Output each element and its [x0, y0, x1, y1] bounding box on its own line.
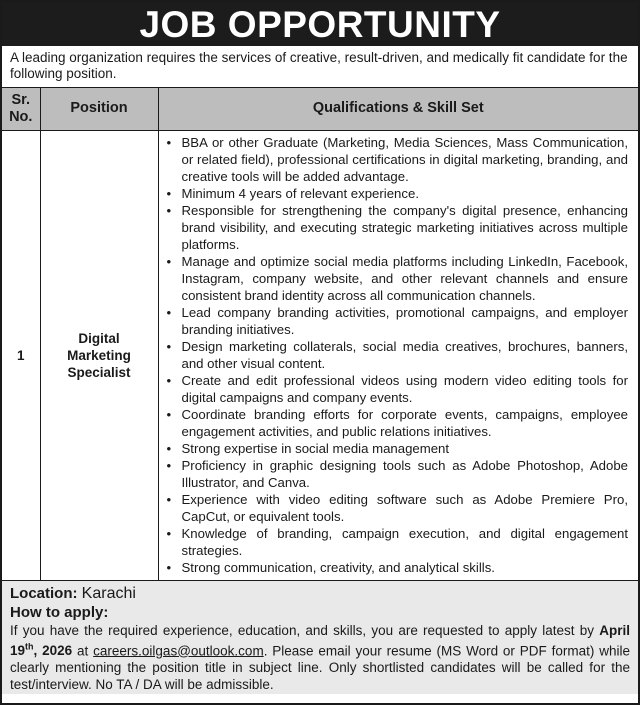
bullet-icon: • [166, 372, 172, 388]
bullet-icon: • [166, 457, 172, 473]
qualifications-list [159, 131, 639, 580]
bullet-icon: • [166, 185, 172, 201]
bullet-icon: • [166, 525, 172, 541]
apply-instructions: If you have the required experience, education, and skills, you are requested to apply latest by April 19th, 2026 at careers.oilgas@outlook.com. Please email your resume (MS Word or PDF format) while clearly mentioning the position title in subject line. Only shortlisted candidates will be called for the test/interview. No TA / DA will be admissible. [10, 622, 630, 692]
list-item: • Experience with video editing software such as Adobe Premiere Pro, CapCut, or equivalent tools. [166, 491, 628, 524]
list-item: • Responsible for strengthening the company's digital presence, enhancing brand visibility, and executing strategic marketing initiatives across multiple platforms. [166, 202, 628, 252]
banner-title: JOB OPPORTUNITY [2, 2, 638, 46]
bullet-icon: • [166, 202, 172, 218]
position-title: Digital Marketing Specialist [40, 130, 158, 580]
header-sr-no: Sr. No. [2, 88, 40, 130]
list-item: • Minimum 4 years of relevant experience. [166, 185, 419, 201]
bullet-icon: • [166, 406, 172, 422]
deadline-date: April 19th, 2026 [10, 622, 630, 658]
list-item: • Design marketing collaterals, social media creatives, brochures, banners, and other visual content. [166, 338, 628, 371]
bullet-icon: • [166, 338, 172, 354]
location-label: Location: [10, 584, 78, 602]
location-line [10, 584, 630, 603]
bullet-icon: • [166, 134, 172, 150]
location-value: Karachi [81, 584, 136, 602]
bullet-icon: • [166, 440, 172, 456]
bullet-icon: • [166, 304, 172, 320]
apply-section [2, 580, 638, 694]
list-item: • Proficiency in graphic designing tools such as Adobe Photoshop, Adobe Illustrator, and Canva. [166, 457, 628, 490]
list-item: • Strong communication, creativity, and analytical skills. [166, 559, 495, 575]
bullet-icon: • [166, 491, 172, 507]
bullet-icon: • [166, 559, 172, 575]
header-position: Position [40, 88, 158, 130]
list-item: • BBA or other Graduate (Marketing, Media Sciences, Mass Communication, or related field), professional certifications in digital marketing, branding, and creative tools will be added advantage. [166, 134, 628, 184]
sr-number: 1 [2, 130, 40, 580]
qualifications-cell [158, 130, 638, 580]
list-item: • Strong expertise in social media management [166, 440, 450, 456]
table-row [2, 130, 638, 580]
intro-text: A leading organization requires the services of creative, result-driven, and medically fit candidate for the following position. [2, 46, 638, 88]
list-item: • Coordinate branding efforts for corporate events, campaigns, employee engagement activities, and public relations initiatives. [166, 406, 628, 439]
list-item: • Lead company branding activities, promotional campaigns, and employer branding initiatives. [166, 304, 628, 337]
list-item: • Manage and optimize social media platforms including LinkedIn, Facebook, Instagram, company website, and other relevant channels and ensure consistent brand identity across all communication channels. [166, 253, 628, 303]
header-qualifications: Qualifications & Skill Set [158, 88, 638, 130]
list-item: • Knowledge of branding, campaign execution, and digital engagement strategies. [166, 525, 628, 558]
list-item: • Create and edit professional videos using modern video editing tools for digital campaigns and company events. [166, 372, 628, 405]
bullet-icon: • [166, 253, 172, 269]
positions-table [2, 88, 638, 580]
email-link[interactable]: careers.oilgas@outlook.com [93, 643, 264, 658]
apply-heading: How to apply: [10, 603, 109, 621]
table-header-row [2, 88, 638, 130]
